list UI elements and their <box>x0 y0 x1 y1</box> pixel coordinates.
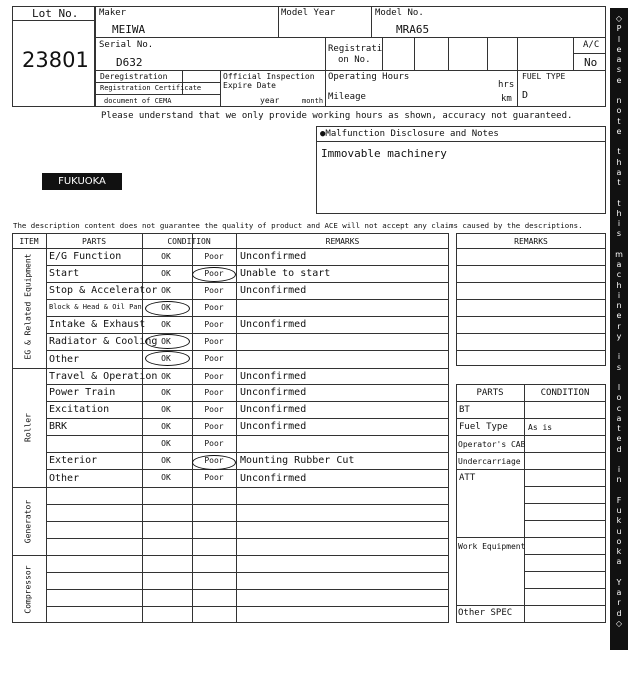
condition-ok: OK <box>161 269 171 278</box>
divider <box>95 37 606 38</box>
table-row-part: BRK <box>49 421 68 432</box>
fuel-type-value: D <box>522 90 529 101</box>
item-header: ITEM <box>19 237 39 246</box>
condition-ok: OK <box>161 303 171 312</box>
sidebar-char: e <box>616 126 622 136</box>
table-row-part: Radiator & Cooling <box>49 336 158 347</box>
ac-value: No <box>584 56 598 69</box>
sidebar-char: n <box>616 96 622 105</box>
table-row-part: Stop & Accelerator <box>49 285 158 296</box>
model-no-label: Model No. <box>375 8 424 18</box>
model-year-label: Model Year <box>281 8 336 18</box>
sidebar-char: P <box>616 24 622 34</box>
condition-poor: Poor <box>204 303 224 312</box>
row-divider <box>46 572 449 573</box>
parts-header: PARTS <box>81 237 107 246</box>
undercarriage-label: Undercarriage <box>458 457 521 466</box>
sidebar-char <box>618 188 621 198</box>
divider <box>371 6 372 37</box>
row-divider <box>46 418 449 419</box>
sidebar-char: o <box>616 106 622 116</box>
registration-label-1: Registrati <box>328 44 383 54</box>
sidebar-char: ◇ <box>615 618 623 628</box>
sidebar-char: u <box>616 506 622 515</box>
row-divider <box>456 316 606 317</box>
fuel-type-label: FUEL TYPE <box>522 72 566 81</box>
row-divider <box>46 265 449 266</box>
condition-ok: OK <box>161 337 171 346</box>
row-divider <box>456 282 606 283</box>
sidebar-char: a <box>616 557 622 567</box>
row-divider <box>456 333 606 334</box>
table-row-remark: Unable to start <box>240 268 331 279</box>
condition-poor: Poor <box>204 439 224 448</box>
divider <box>517 37 518 107</box>
fuel-type-row-value: As is <box>528 423 553 432</box>
group-generator-label: Generator <box>23 499 33 544</box>
table-row-remark: Unconfirmed <box>240 251 307 262</box>
divider <box>12 555 449 556</box>
table-row-part: Block & Head & Oil Pan <box>49 303 142 311</box>
fuel-type-row-label: Fuel Type <box>459 422 508 432</box>
condition-ok: OK <box>161 252 171 261</box>
divider <box>456 605 606 606</box>
sidebar-char: ◇ <box>615 14 623 23</box>
condition-poor: Poor <box>204 456 224 465</box>
divider <box>456 401 606 402</box>
table-row-part: E/G Function <box>49 251 122 262</box>
divider <box>524 588 606 589</box>
deregistration-label: Deregistration <box>100 72 168 81</box>
table-row-part: Other <box>49 472 80 484</box>
divider <box>46 233 47 623</box>
row-divider <box>46 469 449 470</box>
condition-ok: OK <box>161 473 171 482</box>
work-equipment-label: Work Equipment <box>458 542 526 551</box>
condition-poor: Poor <box>204 286 224 295</box>
divider <box>456 248 606 249</box>
sidebar-char: n <box>616 475 622 485</box>
sidebar-char: e <box>616 434 622 444</box>
row-divider <box>46 333 449 334</box>
condition-poor: Poor <box>204 337 224 346</box>
table-row-remark: Unconfirmed <box>240 472 307 484</box>
sidebar-char <box>618 86 621 96</box>
condition-ok: OK <box>161 388 171 397</box>
registration-label-2: on No. <box>338 55 371 65</box>
lot-number: 23801 <box>22 48 89 72</box>
divider <box>12 248 449 249</box>
row-divider <box>46 384 449 385</box>
right-remarks-header: REMARKS <box>514 237 548 246</box>
row-divider <box>46 401 449 402</box>
row-divider <box>46 350 449 351</box>
sidebar-char: t <box>617 178 621 187</box>
sidebar-char: i <box>617 465 621 474</box>
divider <box>524 571 606 572</box>
sidebar-char: s <box>616 65 622 75</box>
malfunction-title: ●Malfunction Disclosure and Notes <box>320 129 499 139</box>
right-parts-header: PARTS <box>476 388 504 398</box>
divider <box>524 554 606 555</box>
condition-poor: Poor <box>204 422 224 431</box>
condition-ok: OK <box>161 320 171 329</box>
sidebar-char <box>618 486 621 496</box>
sidebar-char: i <box>617 352 621 362</box>
sidebar-char: Y <box>616 577 622 587</box>
table-row-part: Other <box>49 353 80 365</box>
condition-ok: OK <box>161 354 171 363</box>
sidebar-char: t <box>617 198 621 208</box>
table-row-part: Power Train <box>49 387 116 398</box>
registration-certificate-label: Registration Certificate <box>100 84 202 92</box>
table-row-part: Intake & Exhaust <box>49 319 146 330</box>
condition-ok: OK <box>161 372 171 381</box>
divider <box>517 70 606 71</box>
row-divider <box>46 282 449 283</box>
sidebar-char: t <box>617 424 621 433</box>
sidebar-char: r <box>617 598 621 608</box>
sidebar-char: h <box>616 208 622 218</box>
sidebar-char: d <box>616 444 622 454</box>
table-row-remark: Mounting Rubber Cut <box>240 455 355 466</box>
row-divider <box>456 265 606 266</box>
group-compressor-label: Compressor <box>23 565 33 614</box>
divider <box>448 37 449 70</box>
table-row-remark: Unconfirmed <box>240 319 307 330</box>
sidebar-char: a <box>616 588 622 597</box>
notice-text: Please understand that we only provide working hours as shown, accuracy not guaranteed. <box>101 111 573 121</box>
table-row-part: Travel & Operation <box>49 370 158 382</box>
sidebar-char: o <box>616 393 622 403</box>
row-divider <box>46 316 449 317</box>
divider <box>325 70 517 71</box>
condition-header: CONDITION <box>167 237 211 246</box>
table-row-part: Exterior <box>49 455 98 466</box>
condition-ok: OK <box>161 286 171 295</box>
row-divider <box>46 452 449 453</box>
sidebar-char: o <box>616 536 622 546</box>
condition-poor: Poor <box>204 269 224 278</box>
row-divider <box>46 435 449 436</box>
condition-poor: Poor <box>204 473 224 482</box>
sidebar-char: e <box>616 44 622 54</box>
sidebar-char: k <box>616 516 622 526</box>
row-divider <box>46 521 449 522</box>
sidebar-char: h <box>616 280 622 290</box>
sidebar-char: u <box>616 526 622 536</box>
divider <box>456 469 606 470</box>
month-label: month <box>302 97 324 105</box>
sidebar-char: d <box>616 608 622 618</box>
inspection-label-2: Expire Date <box>223 81 276 90</box>
row-divider <box>456 350 606 351</box>
divider <box>12 20 95 21</box>
table-row-part: Start <box>49 268 80 279</box>
divider <box>316 141 606 142</box>
sidebar-char: F <box>616 495 622 505</box>
sidebar-char: s <box>616 229 622 239</box>
operators-cab-label: Operator's CAB <box>458 440 526 449</box>
divider <box>456 452 606 453</box>
att-label: ATT <box>459 473 476 483</box>
malfunction-text: Immovable machinery <box>321 147 447 160</box>
sidebar-char: t <box>617 116 621 126</box>
ac-label: A/C <box>583 40 600 50</box>
divider <box>414 37 415 70</box>
ok-circle-radiator <box>145 334 190 349</box>
other-spec-label: Other SPEC <box>458 608 513 618</box>
bt-label: BT <box>459 405 470 415</box>
sidebar-char <box>618 240 621 250</box>
sidebar-char <box>618 342 621 352</box>
sidebar-char: e <box>616 311 622 321</box>
divider <box>95 70 325 71</box>
condition-poor: Poor <box>204 405 224 414</box>
poor-circle-exterior <box>192 455 236 470</box>
divider <box>524 486 606 487</box>
table-row-remark: Unconfirmed <box>240 404 307 415</box>
divider <box>456 537 606 538</box>
sidebar-char: y <box>616 331 622 341</box>
operating-hours-label: Operating Hours <box>328 72 410 82</box>
ok-circle-block <box>145 301 190 316</box>
remarks-header: REMARKS <box>325 237 360 246</box>
divider <box>524 520 606 521</box>
model-no-value: MRA65 <box>396 23 430 36</box>
table-row-remark: Unconfirmed <box>240 387 307 398</box>
disclaimer-text: The description content does not guarantee the quality of product and ACE will not accept any claims caused by the descriptions. <box>13 221 583 230</box>
sidebar-char: k <box>616 547 622 556</box>
sidebar-char: m <box>615 249 623 259</box>
sidebar-char: c <box>616 270 622 280</box>
sidebar-char: a <box>616 167 622 177</box>
divider <box>456 435 606 436</box>
sidebar-char: n <box>616 301 622 310</box>
condition-poor: Poor <box>204 252 224 261</box>
divider <box>95 94 220 95</box>
divider <box>456 418 606 419</box>
divider <box>12 368 449 369</box>
sidebar-char: h <box>616 157 622 167</box>
divider <box>573 53 606 54</box>
inspection-label-1: Official Inspection <box>223 72 315 81</box>
divider <box>573 37 574 70</box>
right-condition-header: CONDITION <box>540 388 590 398</box>
document-cema-label: document of CEMA <box>104 97 172 105</box>
divider <box>95 82 220 83</box>
divider <box>524 503 606 504</box>
row-divider <box>46 504 449 505</box>
poor-circle-start <box>192 267 236 282</box>
sidebar-char <box>618 373 621 383</box>
location-sidebar <box>610 8 628 650</box>
hrs-label: hrs <box>498 80 515 90</box>
location-badge: FUKUOKA <box>42 173 122 190</box>
divider <box>12 487 449 488</box>
malfunction-box <box>316 126 606 214</box>
sidebar-char <box>618 568 621 578</box>
serial-value: D632 <box>116 56 143 69</box>
table-row-remark: Unconfirmed <box>240 285 307 296</box>
sidebar-char: i <box>617 290 621 300</box>
row-divider <box>456 299 606 300</box>
sidebar-char: e <box>616 75 622 85</box>
row-divider <box>46 538 449 539</box>
sidebar-char: l <box>617 383 621 392</box>
condition-ok: OK <box>161 439 171 448</box>
group-eg-label: EG & Related Equipment <box>23 253 33 360</box>
sidebar-char: a <box>616 413 622 423</box>
table-row-remark: Unconfirmed <box>240 370 307 382</box>
sidebar-char: s <box>616 362 622 372</box>
condition-poor: Poor <box>204 372 224 381</box>
sidebar-char: r <box>617 321 621 331</box>
table-row-part: Excitation <box>49 404 110 415</box>
condition-ok: OK <box>161 456 171 465</box>
maker-value: MEIWA <box>112 23 146 36</box>
sidebar-char: c <box>616 403 622 413</box>
sidebar-char: a <box>616 260 622 269</box>
divider <box>220 70 221 107</box>
sidebar-char: t <box>617 147 621 157</box>
sidebar-char <box>618 137 621 147</box>
lot-label: Lot No. <box>32 7 79 20</box>
sidebar-char <box>618 455 621 465</box>
condition-ok: OK <box>161 405 171 414</box>
condition-poor: Poor <box>204 354 224 363</box>
group-roller-label: Roller <box>23 413 33 442</box>
table-row-remark: Unconfirmed <box>240 421 307 432</box>
row-divider <box>46 589 449 590</box>
serial-label: Serial No. <box>99 40 154 50</box>
divider <box>487 37 488 70</box>
row-divider <box>46 606 449 607</box>
km-label: km <box>501 94 512 104</box>
sidebar-char: i <box>617 219 621 228</box>
divider <box>278 6 279 37</box>
divider <box>236 233 237 623</box>
mileage-label: Mileage <box>328 92 366 102</box>
ok-circle-other <box>145 351 190 366</box>
condition-poor: Poor <box>204 320 224 329</box>
condition-ok: OK <box>161 422 171 431</box>
sidebar-char: l <box>617 34 621 44</box>
condition-poor: Poor <box>204 388 224 397</box>
year-label: year <box>260 96 280 105</box>
maker-label: Maker <box>99 8 127 18</box>
divider <box>325 37 326 107</box>
row-divider <box>46 299 449 300</box>
sidebar-char: a <box>616 55 622 64</box>
